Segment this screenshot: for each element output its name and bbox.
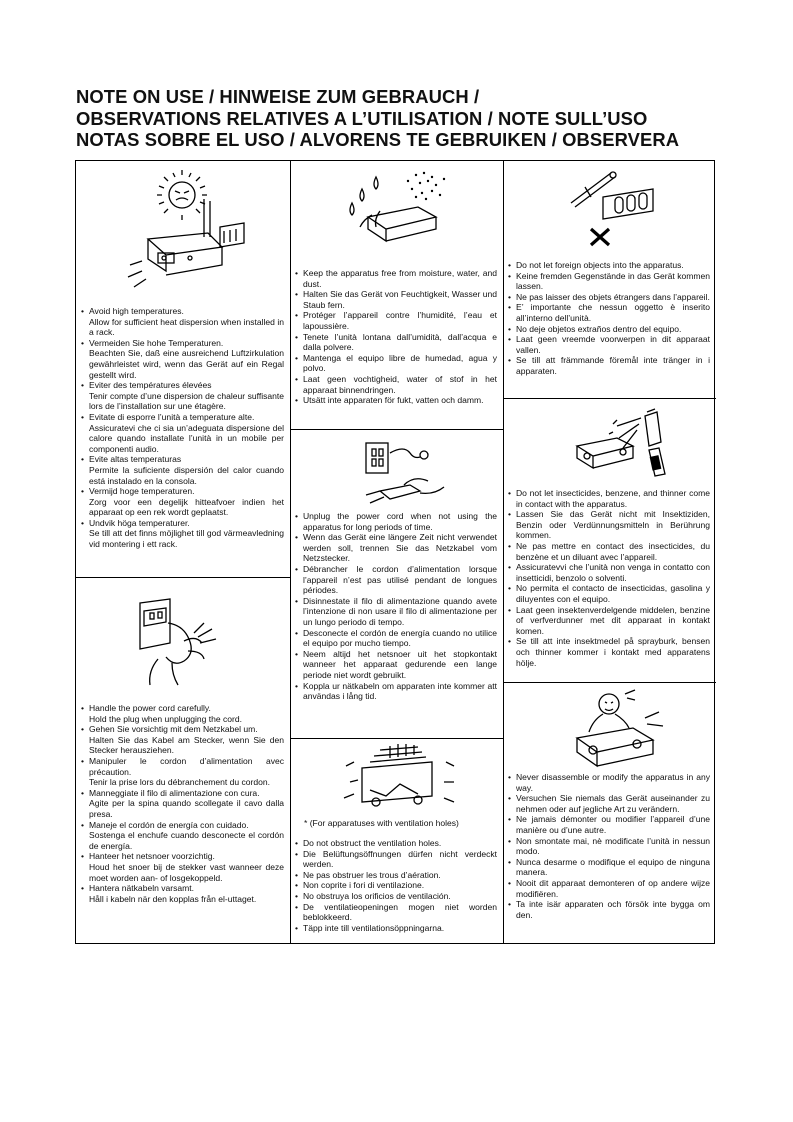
list-item: • No permita el contacto de insecticidas, gasolina y diluyentes con el equipo. [507,583,710,604]
list-item: • Hanteer het netsnoer voorzichtig. Houd het snoer bij de stekker vast wanneer deze moet worden aan- of losgekoppeld. [80,851,284,883]
list-item: • Lassen Sie das Gerät nicht mit Insektiziden, Benzin oder Verdünnungsmitteln in Berührung kommen. [507,509,710,541]
list-item: • Vermeiden Sie hohe Temperaturen. Beachten Sie, daß eine ausreichend Luftzirkulation gewährleistet wird, wenn das Gerät auf ein Regal gestellt wird. [80,338,284,380]
heat-notes-list [80,306,284,550]
list-item: • Never disassemble or modify the apparatus in any way. [507,772,710,793]
list-item: • Vermijd hoge temperaturen. Zorg voor een degelijk hitteafvoer indien het apparaat op een rek wordt geplaatst. [80,486,284,518]
list-item: • Keep the apparatus free from moisture, water, and dust. [294,268,497,289]
section-moisture [290,161,503,429]
foreign-objects-x-icon [563,167,663,253]
list-item: • Handle the power cord carefully. Hold the plug when unplugging the cord. [80,703,284,724]
water-dust-illustration-icon [332,167,462,253]
ventilation-footnote: * (For apparatuses with ventilation holes) [304,818,459,828]
list-item: • No obstruya los orificios de ventilación. [294,891,497,902]
list-item: • De ventilatieopeningen mogen niet worden beblokkeerd. [294,902,497,923]
section-disassemble [503,682,716,945]
moisture-notes-list [294,268,497,406]
ventilation-illustration-icon [340,742,460,814]
list-item: • Versuchen Sie niemals das Gerät auseinander zu nehmen oder auf jegliche Art zu verändern. [507,793,710,814]
list-item: • Wenn das Gerät eine längere Zeit nicht verwendet werden soll, trennen Sie das Netzkabel vom Netzstecker. [294,532,497,564]
list-item: • Non smontate mai, nè modificate l’unità in nessun modo. [507,836,710,857]
foreign-notes-list [507,260,710,377]
list-item: • Avoid high temperatures. Allow for sufficient heat dispersion when installed in a rack. [80,306,284,338]
section-heat [76,161,290,577]
ventilation-notes-list [294,838,497,933]
list-item: • Maneje el cordón de energía con cuidado. Sostenga el enchufe cuando desconecte el cordón de energía. [80,820,284,852]
list-item: • Manipuler le cordon d’alimentation avec précaution. Tenir la prise lors du débranchement du cordon. [80,756,284,788]
unplug-notes-list [294,511,497,702]
list-item: • Die Belüftungsöffnungen dürfen nicht verdeckt werden. [294,849,497,870]
list-item: • Se till att främmande föremål inte tränger in i apparaten. [507,355,710,376]
cord-notes-list [80,703,284,904]
list-item: • Desconecte el cordón de energía cuando no utilice el equipo por mucho tiempo. [294,628,497,649]
list-item: • E’ importante che nessun oggetto è inserito all’interno dell’unità. [507,302,710,323]
insecticide-notes-list [507,488,710,668]
disassemble-illustration-icon [563,688,673,770]
list-item: • Keine fremden Gegenstände in das Gerät kommen lassen. [507,271,710,292]
list-item: • Ne pas laisser des objets étrangers dans l’appareil. [507,292,710,303]
list-item: • Se till att inte insektmedel på sprayburk, bensen och thinner kommer i kontakt med apparatens hölje. [507,636,710,668]
page-title [76,86,726,151]
section-insecticides [503,398,716,682]
list-item: • Protéger l’appareil contre l’humidité, l’eau et lapoussière. [294,310,497,331]
list-item: • Non coprite i fori di ventilazione. [294,880,497,891]
spray-can-illustration-icon [553,406,673,486]
list-item: • Evite altas temperaturas Permite la suficiente dispersión del calor cuando está instalado en la consola. [80,454,284,486]
list-item: • Ne jamais démonter ou modifier l’appareil d’une manière ou d’une autre. [507,814,710,835]
list-item: • Disinnestate il filo di alimentazione quando avete l’intenzione di non usare il filo di alimentazione per un lungo periodo di tempo. [294,596,497,628]
list-item: • Gehen Sie vorsichtig mit dem Netzkabel um. Halten Sie das Kabel am Stecker, wenn Sie den Stecker herausziehen. [80,724,284,756]
list-item: • Tenete l’unità lontana dall’umidità, dall’acqua e dalla polvere. [294,332,497,353]
list-item: • Hantera nätkabeln varsamt. Håll i kabeln när den kopplas från el-uttaget. [80,883,284,904]
list-item: • Eviter des températures élevées Tenir compte d’une dispersion de chaleur suffisante lors de l’installation sur une étagère. [80,380,284,412]
section-ventilation [290,738,503,945]
heat-illustration-icon [124,169,254,291]
title-line-3: NOTAS SOBRE EL USO / ALVORENS TE GEBRUIKEN / OBSERVERA [76,129,680,150]
list-item: • Débrancher le cordon d’alimentation lorsque l’appareil n’est pas utilisé pendant de longues périodes. [294,564,497,596]
list-item: • Unplug the power cord when not using the apparatus for long periods of time. [294,511,497,532]
list-item: • Laat geen insektenverdelgende middelen, benzine of verfverdunner met dit apparaat in kontakt komen. [507,605,710,637]
list-item: • Evitate di esporre l’unità a temperature alte. Assicuratevi che ci sia un’adeguata dispersione del calore quando installate l’unità in un mobile per componenti audio. [80,412,284,454]
list-item: • Undvik höga temperaturer. Se till att det finns möjlighet till god värmeavledning vid montering i ett rack. [80,518,284,550]
list-item: • Täpp inte till ventilationsöppningarna. [294,923,497,934]
list-item: • Do not let insecticides, benzene, and thinner come in contact with the apparatus. [507,488,710,509]
title-line-1: NOTE ON USE / HINWEISE ZUM GEBRAUCH / [76,86,480,107]
power-plug-hand-icon [128,597,238,687]
list-item: • Ne pas obstruer les trous d’aération. [294,870,497,881]
list-item: • Mantenga el equipo libre de humedad, agua y polvo. [294,353,497,374]
list-item: • Ne pas mettre en contact des insecticides, du benzène et un diluant avec l’appareil. [507,541,710,562]
section-foreign-objects [503,161,716,398]
title-line-2: OBSERVATIONS RELATIVES A L’UTILISATION / NOTE SULL’USO [76,107,648,129]
list-item: • Do not obstruct the ventilation holes. [294,838,497,849]
section-cord [76,577,290,945]
list-item: • Laat geen vochtigheid, water of stof in het apparaat binnendringen. [294,374,497,395]
list-item: • Utsätt inte apparaten för fukt, vatten och damm. [294,395,497,406]
list-item: • Nunca desarme o modifique el equipo de ninguna manera. [507,857,710,878]
list-item: • Do not let foreign objects into the apparatus. [507,260,710,271]
list-item: • Manneggiate il filo di alimentazione con cura. Agite per la spina quando scollegate il cavo dalla presa. [80,788,284,820]
list-item: • No deje objetos extraños dentro del equipo. [507,324,710,335]
section-unplug [290,429,503,738]
list-item: • Neem altijd het netsnoer uit het stopkontakt wanneer het apparaat gedurende een lange periode niet wordt gebruikt. [294,649,497,681]
list-item: • Laat geen vreemde voorwerpen in dit apparaat vallen. [507,334,710,355]
list-item: • Nooit dit apparaat demonteren of op andere wijze modifiëren. [507,878,710,899]
wall-outlet-plug-icon [360,437,450,509]
list-item: • Assicuratevvi che l’unità non venga in contatto con insetticidi, benzolo o solventi. [507,562,710,583]
list-item: • Ta inte isär apparaten och försök inte bygga om den. [507,899,710,920]
list-item: • Koppla ur nätkabeln om apparaten inte kommer att användas i lång tid. [294,681,497,702]
disassemble-notes-list [507,772,710,920]
notes-grid [75,160,715,944]
list-item: • Halten Sie das Gerät von Feuchtigkeit, Wasser und Staub fern. [294,289,497,310]
